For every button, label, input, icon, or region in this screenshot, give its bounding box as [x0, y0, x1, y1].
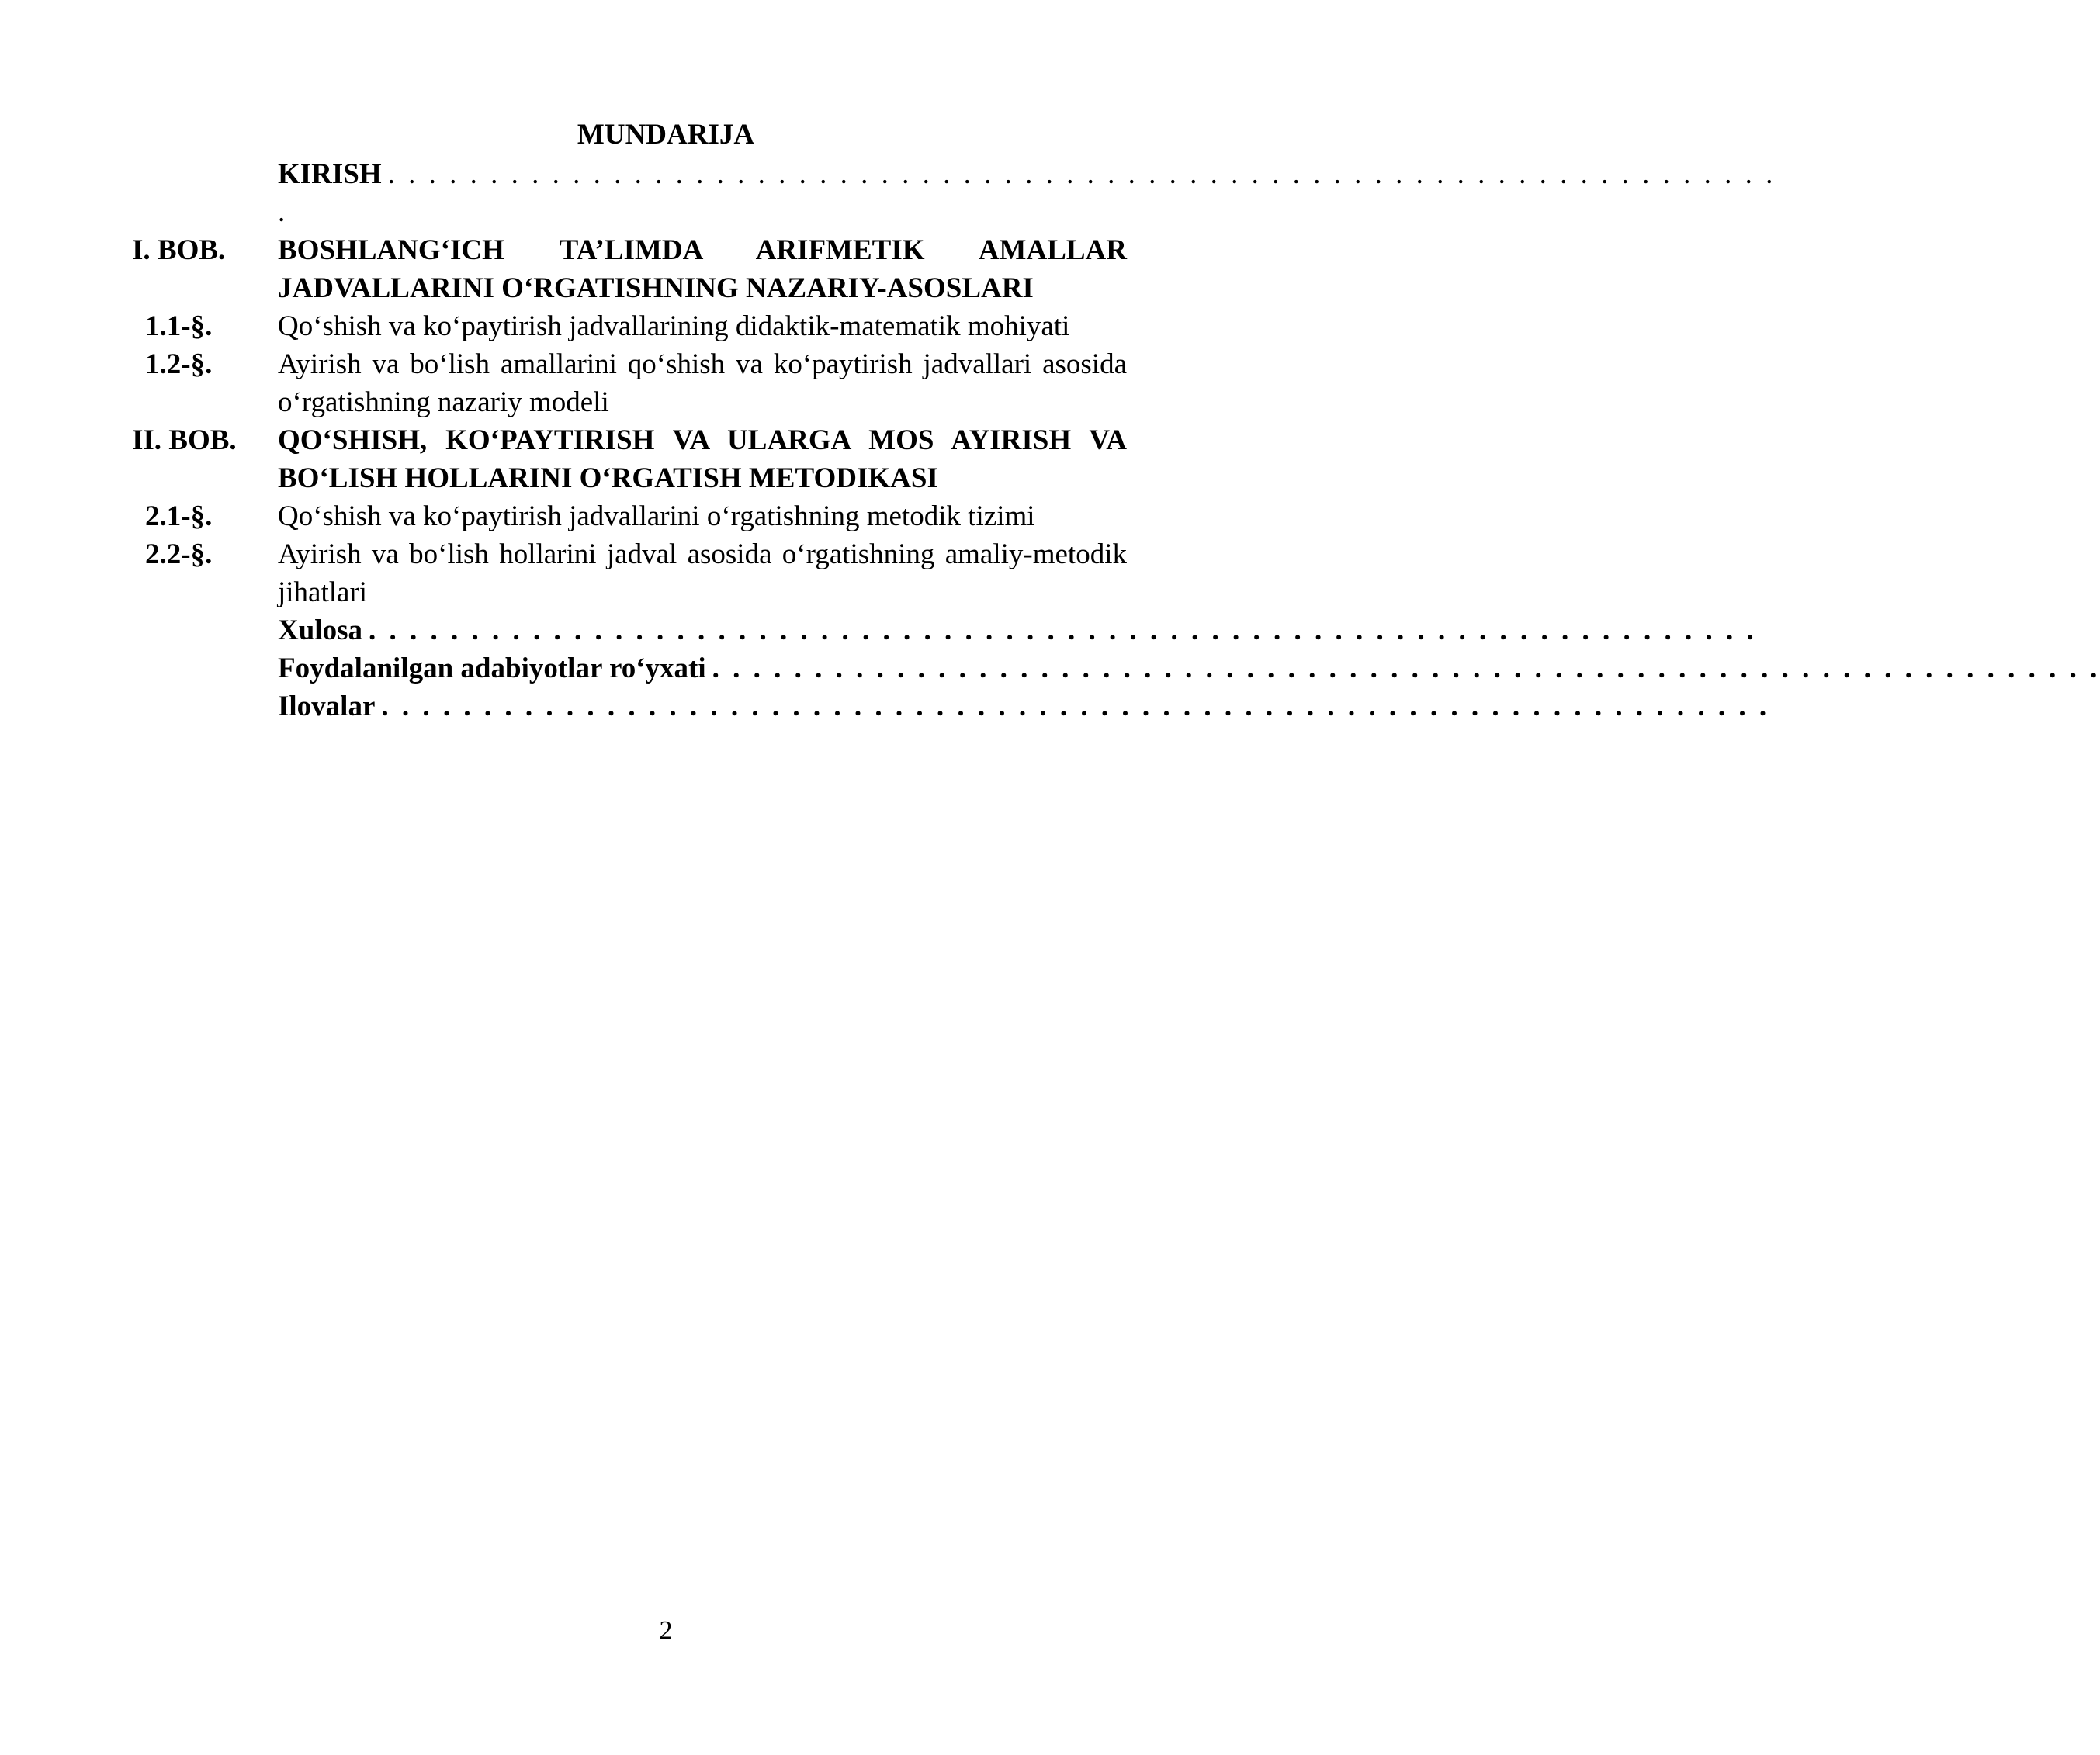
- toc-entry-chapter-2: [132, 421, 1127, 497]
- toc-entry-label: I. BOB.: [132, 234, 226, 266]
- toc-entry-label: 1.2-§.: [145, 348, 213, 380]
- toc-entry-label: [132, 155, 278, 231]
- toc-entry-section-2-1: [132, 497, 1127, 535]
- toc-entry-label: [132, 687, 278, 725]
- toc-entry-chapter-1: [132, 231, 1127, 307]
- toc-entry-label: II. BOB.: [132, 424, 237, 456]
- toc-entry-title: Ayirish va bo‘lish hollarini jadval asosida o‘rgatishning amaliy-metodik jihatlari: [278, 538, 1127, 608]
- toc-entry-title: Foydalanilgan adabiyotlar ro‘yxati: [278, 652, 706, 684]
- toc-entry-label: [132, 649, 278, 687]
- toc-entry-label: 2.2-§.: [145, 538, 213, 570]
- dot-leader: . . . . . . . . . . . . . . . . . . . . . . . . . . . . . . . . . . . . . . . . . . . . . . . . . . . . . . . . . . . . . . . . . . . .: [381, 691, 1770, 722]
- toc-entry-title: BOSHLANG‘ICH TA’LIMDA ARIFMETIK AMALLAR JADVALLARINI O‘RGATISHNING NAZARIY-ASOSLARI: [278, 234, 1127, 304]
- toc-entry-title: KIRISH: [278, 158, 382, 190]
- toc-entry-title: QO‘SHISH, KO‘PAYTIRISH VA ULARGA MOS AYIRISH VA BO‘LISH HOLLARINI O‘RGATISH METODIKASI: [278, 424, 1127, 494]
- dot-leader: . . . . . . . . . . . . . . . . . . . . . . . . . . . . . . . . . . . . . . . . . . . . . . . . . . . . . . . . . . . . . . . . . . . .: [387, 158, 1776, 190]
- table-of-contents: [132, 155, 2100, 725]
- toc-entry-label: [132, 611, 278, 649]
- dot-leader: . . . . . . . . . . . . . . . . . . . . . . . . . . . . . . . . . . . . . . . . . . . . . . . . . . . . . . . . . . . . . . . . . . . .: [368, 614, 1757, 646]
- dot-leader-continuation: .: [278, 196, 286, 228]
- toc-entry-label: 2.1-§.: [145, 500, 213, 532]
- toc-entry-title: Ayirish va bo‘lish amallarini qo‘shish va ko‘paytirish jadvallari asosida o‘rgatishning nazariy modeli: [278, 348, 1127, 418]
- toc-entry-ilovalar: [132, 687, 1770, 725]
- toc-entry-title: Xulosa: [278, 614, 362, 646]
- page-number: 2: [659, 1616, 673, 1645]
- toc-entry-kirish: [132, 155, 1776, 231]
- toc-entry-section-1-2: [132, 345, 1127, 421]
- toc-entry-title: Ilovalar: [278, 691, 376, 722]
- toc-entry-title: Qo‘shish va ko‘paytirish jadvallarining didaktik-matematik mohiyati: [278, 310, 1070, 342]
- toc-title: MUNDARIJA: [577, 119, 755, 151]
- toc-entry-section-2-2: [132, 535, 1127, 611]
- toc-entry-label: 1.1-§.: [145, 310, 213, 342]
- toc-entry-xulosa: [132, 611, 1757, 649]
- toc-entry-section-1-1: [132, 307, 1127, 345]
- dot-leader: . . . . . . . . . . . . . . . . . . . . . . . . . . . . . . . . . . . . . . . . . . . . . . . . . . . . . . . . . . . . . . . . . . . .: [712, 652, 2100, 684]
- toc-entry-adabiyotlar: [132, 649, 2100, 687]
- toc-entry-title: Qo‘shish va ko‘paytirish jadvallarini o‘rgatishning metodik tizimi: [278, 500, 1035, 532]
